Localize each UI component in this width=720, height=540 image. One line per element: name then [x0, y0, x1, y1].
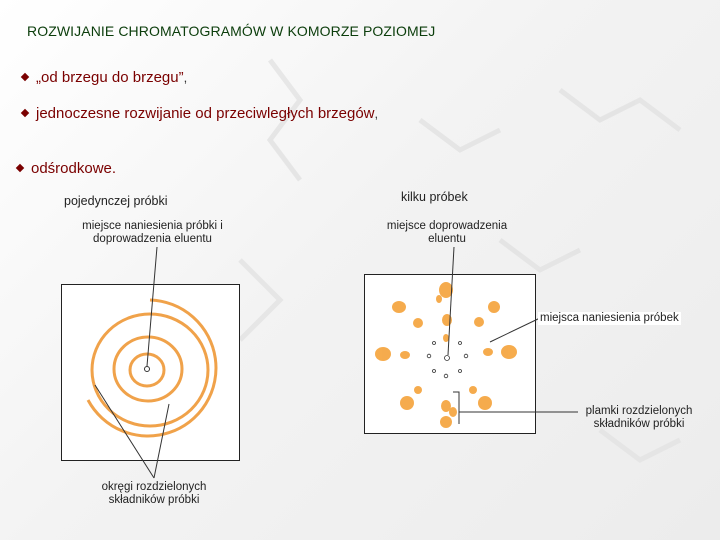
- application-points: [427, 342, 468, 378]
- spot: [488, 301, 500, 313]
- concentric-rings: [88, 300, 216, 436]
- right-label-separated-spots: plamki rozdzielonych składników próbki: [585, 405, 693, 430]
- spot: [483, 348, 493, 356]
- spot: [436, 295, 442, 303]
- application-point: [427, 354, 431, 358]
- left-top-label: miejsce naniesienia próbki i doprowadzenia eluentu: [82, 220, 223, 245]
- spot: [413, 318, 423, 328]
- pointer-line: [490, 318, 540, 342]
- bullet-tail: ,: [374, 106, 379, 121]
- application-point: [444, 374, 448, 378]
- spot: [440, 416, 452, 428]
- application-point: [464, 354, 468, 358]
- left-bottom-label: okręgi rozdzielonych składników próbki: [101, 481, 207, 506]
- spot: [474, 317, 484, 327]
- separated-spots: [375, 282, 517, 428]
- pointer-line: [459, 412, 578, 424]
- slide-title: ROZWIJANIE CHROMATOGRAMÓW W KOMORZE POZIOMEJ: [27, 23, 436, 39]
- sample-point: [145, 367, 150, 372]
- spot: [400, 351, 410, 359]
- right-diagram-header: kilku próbek: [401, 190, 468, 204]
- right-label-application-points: miejsca naniesienia próbek: [540, 312, 679, 324]
- application-point: [433, 342, 436, 345]
- ring: [88, 300, 216, 436]
- application-point: [445, 356, 450, 361]
- spot: [443, 334, 449, 342]
- spot: [469, 386, 477, 394]
- right-top-label: miejsce doprowadzenia eluentu: [386, 220, 508, 245]
- pointer-line: [448, 247, 454, 355]
- spot: [449, 407, 457, 417]
- bullet-text: jednoczesne rozwijanie od przeciwległych brzegów: [36, 105, 375, 122]
- application-point: [459, 370, 462, 373]
- bullet-tail: ,: [183, 70, 188, 85]
- spot: [414, 386, 422, 394]
- application-point: [433, 370, 436, 373]
- spot: [501, 345, 517, 359]
- spot: [400, 396, 414, 410]
- pointer-line: [147, 247, 157, 366]
- pointer-line: [95, 385, 154, 478]
- spot: [392, 301, 406, 313]
- bullet-text: „od brzegu do brzegu”: [36, 69, 184, 86]
- left-diagram-header: pojedynczej próbki: [64, 194, 168, 208]
- bullet-text: odśrodkowe.: [31, 160, 117, 177]
- spot: [478, 396, 492, 410]
- spot: [375, 347, 391, 361]
- pointer-line: [154, 404, 169, 478]
- application-point: [459, 342, 462, 345]
